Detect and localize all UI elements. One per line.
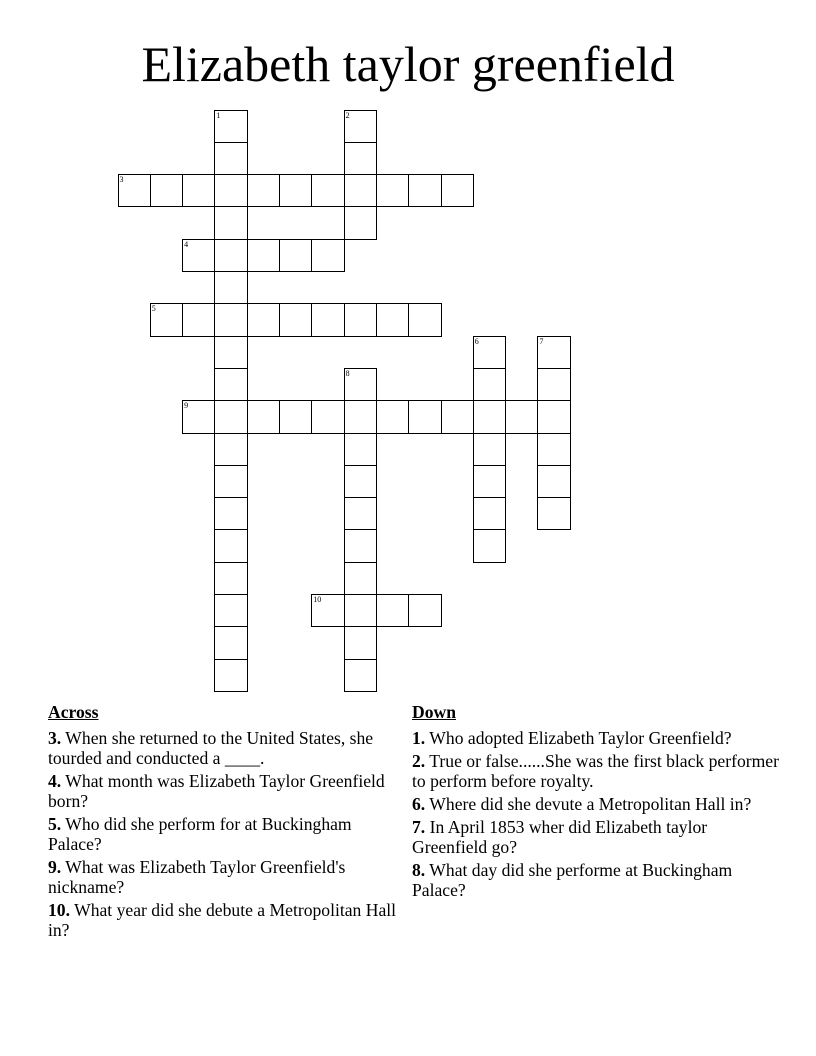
clue-number: 9.: [48, 857, 62, 877]
grid-cell[interactable]: [279, 400, 312, 433]
grid-cell[interactable]: [214, 142, 247, 175]
clue-text: Who adopted Elizabeth Taylor Greenfield?: [429, 728, 732, 748]
clue-number: 2.: [412, 751, 426, 771]
across-clue: [48, 771, 403, 811]
clue-number-label: 1: [216, 110, 221, 120]
down-clue: [412, 728, 782, 748]
grid-cell[interactable]: [344, 562, 377, 595]
grid-cell[interactable]: [537, 497, 570, 530]
grid-cell[interactable]: [214, 400, 247, 433]
clue-text: Who did she perform for at Buckingham Palace?: [48, 814, 352, 854]
clue-number: 5.: [48, 814, 62, 834]
grid-cell[interactable]: [214, 433, 247, 466]
grid-cell[interactable]: [214, 594, 247, 627]
grid-cell[interactable]: [376, 303, 409, 336]
clue-number-label: 6: [474, 336, 479, 346]
clue-number: 7.: [412, 817, 426, 837]
grid-cell[interactable]: [408, 594, 441, 627]
grid-cell[interactable]: [214, 497, 247, 530]
clue-text: What year did she debute a Metropolitan Hall in?: [48, 900, 397, 940]
clue-text: What day did she performe at Buckingham Palace?: [412, 860, 733, 900]
clue-text: Where did she devute a Metropolitan Hall in?: [429, 794, 752, 814]
clue-number: 10.: [48, 900, 70, 920]
clue-number-label: 8: [345, 368, 350, 378]
down-clue: [412, 751, 782, 791]
clue-number-label: 9: [184, 401, 189, 411]
across-clue: [48, 900, 403, 940]
across-clue: [48, 814, 403, 854]
grid-cell[interactable]: [247, 303, 280, 336]
grid-cell[interactable]: [214, 368, 247, 401]
clue-number: 1.: [412, 728, 426, 748]
grid-cell[interactable]: [182, 239, 215, 272]
grid-cell[interactable]: [214, 206, 247, 239]
clue-number-label: 2: [345, 110, 350, 120]
grid-cell[interactable]: [214, 336, 247, 369]
grid-cell[interactable]: [473, 368, 506, 401]
across-clue: [48, 857, 403, 897]
grid-cell[interactable]: [473, 497, 506, 530]
grid-cell[interactable]: [473, 529, 506, 562]
clue-number-label: 7: [539, 336, 544, 346]
grid-cell[interactable]: [344, 368, 377, 401]
clue-number-label: 5: [151, 304, 156, 314]
grid-cell[interactable]: [214, 562, 247, 595]
grid-cell[interactable]: [279, 174, 312, 207]
down-clues: [412, 702, 782, 903]
grid-cell[interactable]: [344, 659, 377, 692]
clue-number-label: 10: [313, 595, 322, 604]
clue-number: 8.: [412, 860, 426, 880]
grid-cell[interactable]: [505, 400, 538, 433]
grid-cell[interactable]: [118, 174, 151, 207]
grid-cell[interactable]: [473, 400, 506, 433]
grid-cell[interactable]: [214, 529, 247, 562]
grid-cell[interactable]: [344, 110, 377, 143]
across-clue-list: [48, 728, 403, 940]
grid-cell[interactable]: [247, 400, 280, 433]
across-heading: Across: [48, 702, 99, 722]
grid-cell[interactable]: [214, 271, 247, 304]
grid-cell[interactable]: [279, 239, 312, 272]
grid-cell[interactable]: [376, 594, 409, 627]
clue-text: What month was Elizabeth Taylor Greenfield born?: [48, 771, 385, 811]
grid-cell[interactable]: [441, 174, 474, 207]
grid-cell[interactable]: [182, 303, 215, 336]
down-clue: [412, 794, 782, 814]
grid-cell[interactable]: [311, 239, 344, 272]
grid-cell[interactable]: [344, 174, 377, 207]
grid-cell[interactable]: [408, 303, 441, 336]
across-clue: [48, 728, 403, 768]
grid-cell[interactable]: [537, 368, 570, 401]
grid-cell[interactable]: [473, 336, 506, 369]
grid-cell[interactable]: [408, 400, 441, 433]
grid-cell[interactable]: [537, 336, 570, 369]
grid-cell[interactable]: [247, 239, 280, 272]
clue-text: What was Elizabeth Taylor Greenfield's nickname?: [48, 857, 346, 897]
clue-text: In April 1853 wher did Elizabeth taylor Greenfield go?: [412, 817, 708, 857]
clue-number-label: 4: [184, 239, 189, 249]
grid-cell[interactable]: [311, 594, 344, 627]
grid-cell[interactable]: [473, 433, 506, 466]
across-clues: [48, 702, 403, 943]
grid-cell[interactable]: [150, 303, 183, 336]
grid-cell[interactable]: [344, 529, 377, 562]
grid-cell[interactable]: [214, 303, 247, 336]
grid-cell[interactable]: [344, 594, 377, 627]
grid-cell[interactable]: [214, 659, 247, 692]
grid-cell[interactable]: [214, 110, 247, 143]
down-heading: Down: [412, 702, 456, 722]
grid-cell[interactable]: [537, 465, 570, 498]
grid-cell[interactable]: [214, 626, 247, 659]
clue-number: 3.: [48, 728, 62, 748]
grid-cell[interactable]: [344, 206, 377, 239]
puzzle-title: Elizabeth taylor greenfield: [141, 36, 675, 92]
grid-cell[interactable]: [537, 433, 570, 466]
down-clue: [412, 817, 782, 857]
grid-cell[interactable]: [247, 174, 280, 207]
grid-cell[interactable]: [214, 239, 247, 272]
clue-text: True or false......She was the first black performer to perform before royalty.: [412, 751, 779, 791]
grid-cell[interactable]: [408, 174, 441, 207]
grid-cell[interactable]: [473, 465, 506, 498]
grid-cell[interactable]: [344, 433, 377, 466]
clue-number-label: 3: [119, 175, 124, 185]
down-clue-list: [412, 728, 782, 900]
grid-cell[interactable]: [311, 400, 344, 433]
grid-cell[interactable]: [214, 465, 247, 498]
grid-cell[interactable]: [344, 465, 377, 498]
grid-cell[interactable]: [376, 174, 409, 207]
grid-cell[interactable]: [441, 400, 474, 433]
grid-cell[interactable]: [182, 174, 215, 207]
grid-cell[interactable]: [537, 400, 570, 433]
grid-cell[interactable]: [344, 626, 377, 659]
grid-cell[interactable]: [344, 400, 377, 433]
grid-cell[interactable]: [344, 303, 377, 336]
grid-cell[interactable]: [182, 400, 215, 433]
grid-cell[interactable]: [344, 497, 377, 530]
clue-text: When she returned to the United States, she tourded and conducted a ____.: [48, 728, 374, 768]
clue-number: 6.: [412, 794, 426, 814]
grid-cell[interactable]: [344, 142, 377, 175]
grid-cell[interactable]: [150, 174, 183, 207]
grid-cell[interactable]: [214, 174, 247, 207]
grid-cell[interactable]: [279, 303, 312, 336]
down-clue: [412, 860, 782, 900]
grid-cell[interactable]: [311, 303, 344, 336]
grid-cell[interactable]: [376, 400, 409, 433]
grid-cell[interactable]: [311, 174, 344, 207]
clue-number: 4.: [48, 771, 62, 791]
